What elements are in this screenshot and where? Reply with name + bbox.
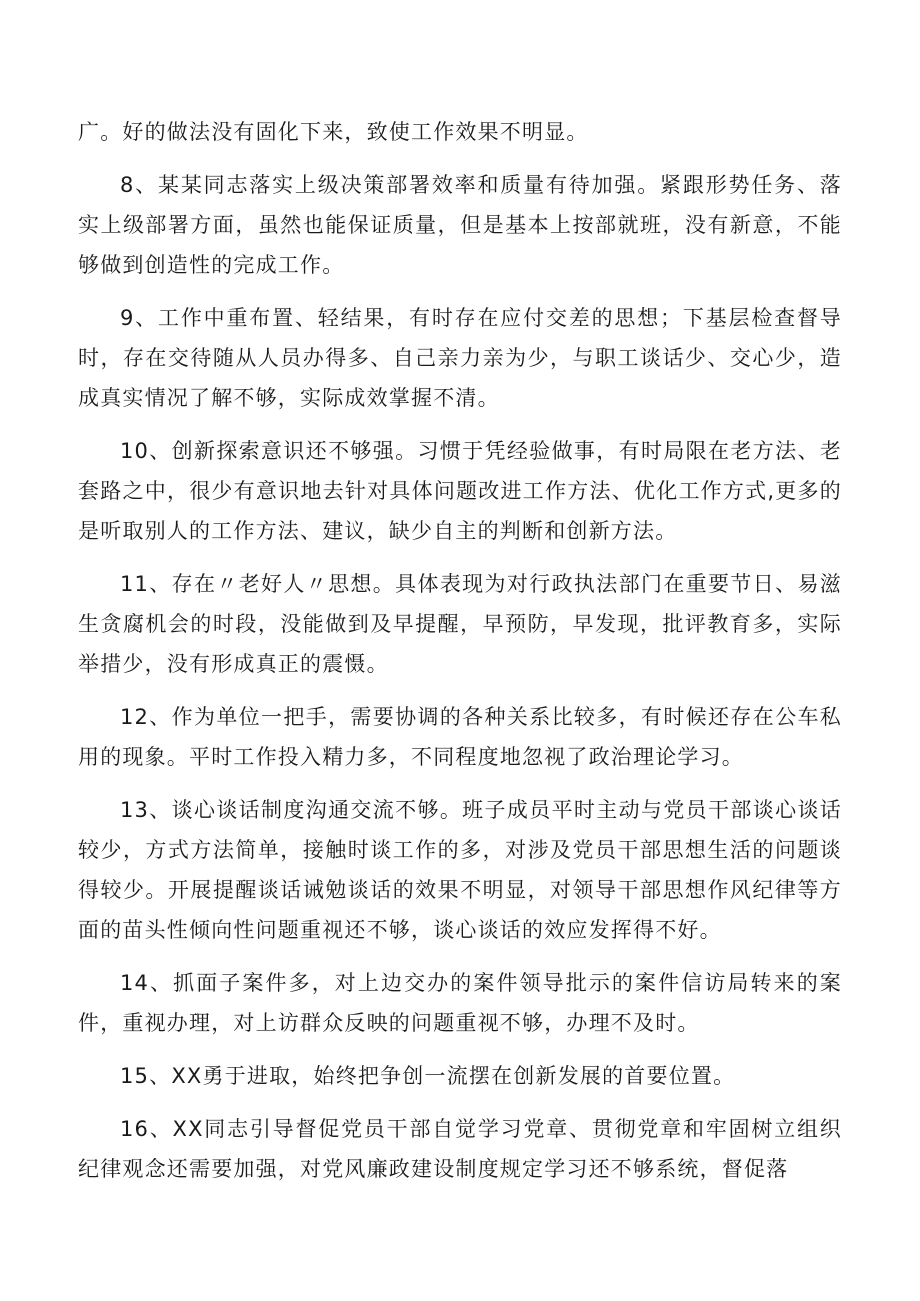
paragraph-item-8: 8、某某同志落实上级决策部署效率和质量有待加强。紧跟形势任务、落实上级部署方面，虽然也能保证质量，但是基本上按部就班，没有新意，不能够做到创造性的完成工作。 [78, 173, 842, 277]
paragraph-item-14: 14、抓面子案件多，对上边交办的案件领导批示的案件信访局转来的案件，重视办理，对上访群众反映的问题重视不够，办理不及时。 [78, 971, 842, 1035]
paragraph-item-11: 11、存在〃老好人〃思想。具体表现为对行政执法部门在重要节日、易滋生贪腐机会的时段，没能做到及早提醒，早预防，早发现，批评教育多，实际举措少，没有形成真正的震慑。 [78, 572, 842, 676]
paragraph-item-15: 15、XX勇于进取，始终把争创一流摆在创新发展的首要位置。 [120, 1064, 736, 1088]
paragraph-continuation: 广。好的做法没有固化下来，致使工作效果不明显。 [78, 120, 589, 144]
paragraph-item-13: 13、谈心谈话制度沟通交流不够。班子成员平时主动与党员干部谈心谈话较少，方式方法简单，接触时谈工作的多，对涉及党员干部思想生活的问题谈得较少。开展提醒谈话诫勉谈话的效果不明显，对领导干部思想作风纪律等方面的苗头性倾向性问题重视还不够，谈心谈话的效应发挥得不好。 [78, 798, 842, 942]
paragraph-item-12: 12、作为单位一把手，需要协调的各种关系比较多，有时候还存在公车私用的现象。平时工作投入精力多，不同程度地忽视了政治理论学习。 [78, 705, 842, 769]
document-body [78, 112, 842, 1202]
paragraph-item-16: 16、XX同志引导督促党员干部自觉学习党章、贯彻党章和牢固树立组织纪律观念还需要加强，对党风廉政建设制度规定学习还不够系统，督促落 [78, 1117, 842, 1181]
paragraph-item-10: 10、创新探索意识还不够强。习惯于凭经验做事，有时局限在老方法、老套路之中，很少有意识地去针对具体问题改进工作方法、优化工作方式,更多的是听取别人的工作方法、建议，缺少自主的判断和创新方法。 [78, 439, 842, 543]
paragraph-item-9: 9、工作中重布置、轻结果，有时存在应付交差的思想；下基层检查督导时，存在交待随从人员办得多、自己亲力亲为少，与职工谈话少、交心少，造成真实情况了解不够，实际成效掌握不清。 [78, 306, 842, 410]
